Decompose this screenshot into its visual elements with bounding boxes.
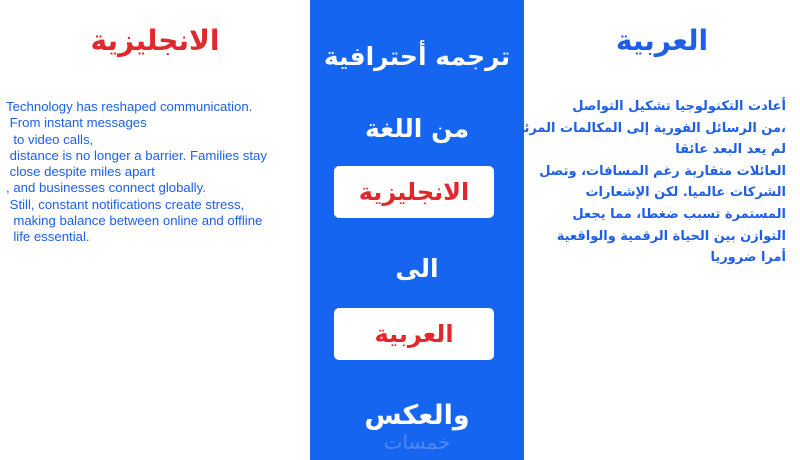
title-line-to: الى <box>395 254 439 283</box>
english-line: Technology has reshaped communication. <box>6 99 253 114</box>
arabic-line: لم يعد البعد عائقا <box>675 142 786 158</box>
title-line-vice-versa: والعكس <box>364 400 470 431</box>
english-line: making balance between online and offline <box>6 213 263 229</box>
arabic-column <box>511 0 800 460</box>
arabic-label-box: العربية <box>334 308 494 360</box>
english-label-box: الانجليزية <box>334 166 494 218</box>
arabic-line: العائلات متقاربة رغم المسافات، وتصل <box>539 163 786 179</box>
english-column <box>0 0 310 460</box>
arabic-line: التوازن بين الحياة الرقمية والواقعية <box>556 228 786 244</box>
arabic-line: أمرا ضروريا <box>710 250 786 266</box>
english-line: to video calls, <box>6 131 94 147</box>
arabic-line: المستمرة تسبب ضغطا، مما يجعل <box>572 206 786 222</box>
arabic-line: الشركات عالميا. لكن الإشعارات <box>585 185 786 201</box>
english-paragraph <box>6 99 310 246</box>
english-line: Still, constant notifications create stress, <box>6 196 245 212</box>
title-line-from-language: من اللغة <box>364 114 470 143</box>
english-line: close despite miles apart <box>6 164 155 180</box>
center-panel <box>310 0 524 460</box>
english-line: distance is no longer a barrier. Families stay <box>6 147 267 163</box>
title-line-translation: ترجمه أحترافية <box>323 42 511 71</box>
arabic-paragraph <box>511 96 786 269</box>
khamsat-watermark: خمسات <box>383 430 451 454</box>
arabic-line: أعادت التكنولوجيا تشكيل التواصل <box>572 99 786 114</box>
english-heading: الانجليزية <box>90 24 220 57</box>
english-line: , and businesses connect globally. <box>6 180 206 196</box>
english-line: From instant messages <box>6 115 147 131</box>
arabic-heading: العربية <box>615 24 709 57</box>
arabic-line: ،من الرسائل الفورية إلى المكالمات المرئي <box>511 120 786 136</box>
english-line: life essential. <box>6 229 90 245</box>
